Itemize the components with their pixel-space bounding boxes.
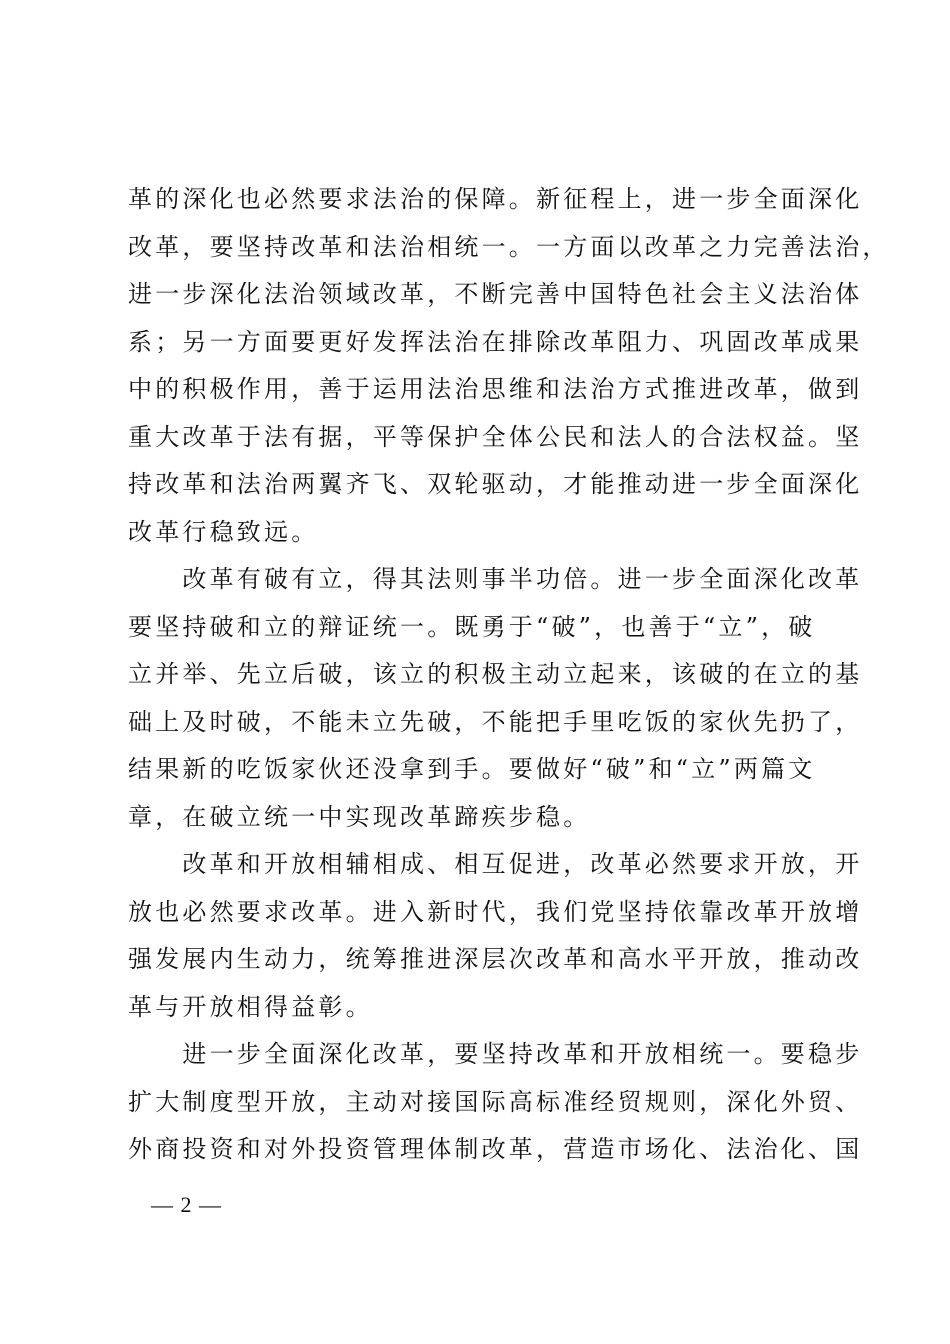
text-line: 改革行稳致远。 [128, 517, 319, 546]
text-line: 持改革和法治两翼齐飞、双轮驱动，才能推动进一步全面深化 [128, 470, 863, 498]
text-line: 革的深化也必然要求法治的保障。新征程上，进一步全面深化 [128, 185, 863, 213]
text-line: 革与开放相得益彰。 [128, 992, 373, 1021]
text-line: 改革有破有立，得其法则事半功倍。进一步全面深化改革 [128, 565, 863, 593]
text-line: 中的积极作用，善于运用法治思维和法治方式推进改革，做到 [128, 375, 863, 403]
text-line: 要坚持破和立的辩证统一。既勇于“破”，也善于“立”，破 [128, 612, 816, 641]
text-line: 进一步深化法治领域改革，不断完善中国特色社会主义法治体 [128, 280, 863, 308]
text-line: 改革和开放相辅相成、相互促进，改革必然要求开放，开 [128, 850, 863, 878]
text-line: 础上及时破，不能未立先破，不能把手里吃饭的家伙先扔了， [128, 707, 863, 736]
text-line: 章，在破立统一中实现改革蹄疾步稳。 [128, 802, 591, 831]
text-line: 外商投资和对外投资管理体制改革，营造市场化、法治化、国 [128, 1135, 863, 1163]
text-line: 结果新的吃饭家伙还没拿到手。要做好“破”和“立”两篇文 [128, 755, 816, 783]
text-line: 进一步全面深化改革，要坚持改革和开放相统一。要稳步 [128, 1040, 863, 1068]
text-line: 系；另一方面要更好发挥法治在排除改革阻力、巩固改革成果 [128, 327, 863, 356]
text-line: 扩大制度型开放，主动对接国际高标准经贸规则，深化外贸、 [128, 1087, 863, 1116]
text-line: 放也必然要求改革。进入新时代，我们党坚持依靠改革开放增 [128, 897, 863, 926]
body-text [128, 176, 890, 1174]
text-line: 重大改革于法有据，平等保护全体公民和法人的合法权益。坚 [128, 422, 863, 451]
text-line: 立并举、先立后破，该立的积极主动立起来，该破的在立的基 [128, 660, 863, 688]
text-line: 强发展内生动力，统筹推进深层次改革和高水平开放，推动改 [128, 945, 863, 973]
page-number: — 2 — [151, 1192, 222, 1217]
text-line: 改革，要坚持改革和法治相统一。一方面以改革之力完善法治， [128, 232, 890, 261]
